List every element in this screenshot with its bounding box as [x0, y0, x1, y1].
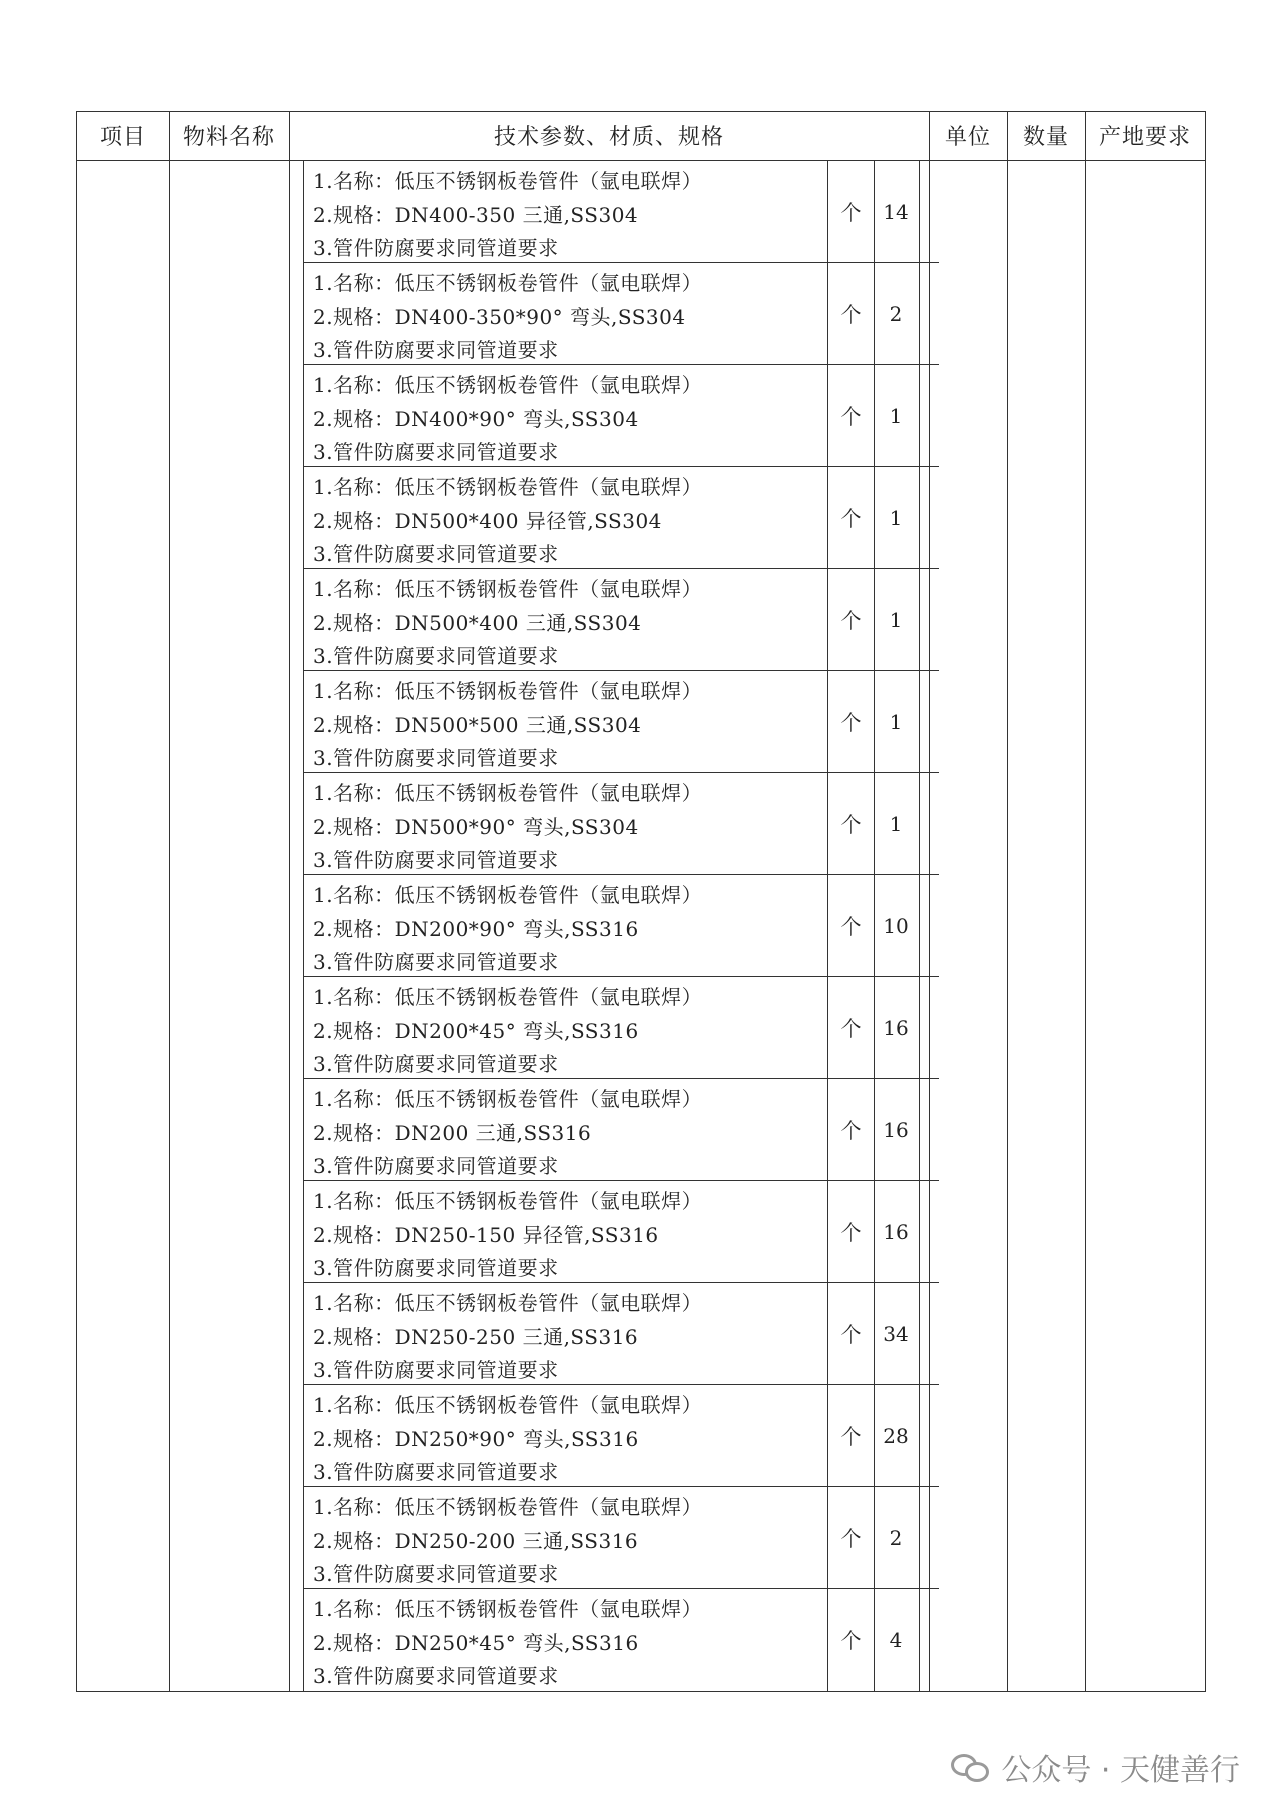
row-quantity: 1: [889, 403, 903, 428]
table-row: [303, 161, 939, 263]
divider: [919, 569, 920, 670]
row-unit: 个: [827, 365, 875, 466]
spec-line-coating: 3.管件防腐要求同管道要求: [313, 1052, 559, 1076]
row-quantity: 16: [883, 1015, 909, 1040]
table-row: [303, 263, 939, 365]
spec-line-size: 2.规格：DN200*90° 弯头,SS316: [313, 916, 639, 941]
spec-line-name: 1.名称：低压不锈钢板卷管件（氩电联焊）: [313, 883, 703, 907]
spec-line-coating: 3.管件防腐要求同管道要求: [313, 950, 559, 974]
spec-line-coating: 3.管件防腐要求同管道要求: [313, 1358, 559, 1382]
divider: [919, 263, 920, 364]
spec-line-name: 1.名称：低压不锈钢板卷管件（氩电联焊）: [313, 1495, 703, 1519]
spec-line-coating: 3.管件防腐要求同管道要求: [313, 440, 559, 464]
spec-line-size: 2.规格：DN400*90° 弯头,SS304: [313, 406, 639, 431]
spec-line-name: 1.名称：低压不锈钢板卷管件（氩电联焊）: [313, 271, 703, 295]
table-row: [303, 977, 939, 1079]
row-unit: 个: [827, 1181, 875, 1282]
spec-text: [313, 369, 823, 470]
table-row: [303, 875, 939, 977]
spec-line-coating: 3.管件防腐要求同管道要求: [313, 1562, 559, 1586]
row-quantity: 1: [889, 607, 903, 632]
row-quantity: 34: [883, 1321, 909, 1346]
row-unit: 个: [827, 1487, 875, 1588]
divider: [919, 365, 920, 466]
spec-line-name: 1.名称：低压不锈钢板卷管件（氩电联焊）: [313, 985, 703, 1009]
spec-line-size: 2.规格：DN200*45° 弯头,SS316: [313, 1018, 639, 1043]
spec-line-name: 1.名称：低压不锈钢板卷管件（氩电联焊）: [313, 1291, 703, 1315]
row-unit: 个: [827, 1283, 875, 1384]
divider: [919, 1385, 920, 1486]
row-quantity: 1: [889, 709, 903, 734]
spec-text: [313, 777, 823, 878]
row-quantity: 14: [883, 199, 909, 224]
header-unit: 单位: [944, 125, 991, 150]
watermark: [951, 1745, 1240, 1789]
spec-text: [313, 1287, 823, 1388]
spec-line-size: 2.规格：DN250-250 三通,SS316: [313, 1324, 639, 1349]
spec-line-name: 1.名称：低压不锈钢板卷管件（氩电联焊）: [313, 169, 703, 193]
spec-line-coating: 3.管件防腐要求同管道要求: [313, 1460, 559, 1484]
spec-line-coating: 3.管件防腐要求同管道要求: [313, 848, 559, 872]
spec-line-size: 2.规格：DN400-350*90° 弯头,SS304: [313, 304, 686, 329]
divider: [919, 1079, 920, 1180]
table-row: [303, 1385, 939, 1487]
row-quantity: 28: [883, 1423, 909, 1448]
spec-text: [313, 1389, 823, 1490]
row-quantity: 10: [883, 913, 909, 938]
spec-line-size: 2.规格：DN500*90° 弯头,SS304: [313, 814, 639, 839]
divider: [919, 875, 920, 976]
spec-line-name: 1.名称：低压不锈钢板卷管件（氩电联焊）: [313, 1597, 703, 1621]
row-quantity: 1: [889, 505, 903, 530]
spec-line-size: 2.规格：DN250*90° 弯头,SS316: [313, 1426, 639, 1451]
spec-line-coating: 3.管件防腐要求同管道要求: [313, 644, 559, 668]
spec-line-size: 2.规格：DN250-200 三通,SS316: [313, 1528, 639, 1553]
table-row: [303, 1589, 939, 1691]
spec-text: [313, 1083, 823, 1184]
table-row: [303, 773, 939, 875]
row-unit: 个: [827, 977, 875, 1078]
spec-line-name: 1.名称：低压不锈钢板卷管件（氩电联焊）: [313, 1087, 703, 1111]
row-unit: 个: [827, 263, 875, 364]
table-row: [303, 671, 939, 773]
header-quantity: 数量: [1022, 125, 1069, 150]
row-quantity: 16: [883, 1219, 909, 1244]
divider: [919, 1589, 920, 1691]
row-unit: 个: [827, 1385, 875, 1486]
spec-line-name: 1.名称：低压不锈钢板卷管件（氩电联焊）: [313, 1189, 703, 1213]
spec-line-size: 2.规格：DN200 三通,SS316: [313, 1120, 592, 1145]
row-unit: 个: [827, 671, 875, 772]
watermark-text: 公众号 · 天健善行: [1001, 1753, 1240, 1788]
header-tech: 技术参数、材质、规格: [493, 125, 724, 150]
divider: [919, 161, 920, 262]
spec-text: [313, 879, 823, 980]
spec-line-name: 1.名称：低压不锈钢板卷管件（氩电联焊）: [313, 475, 703, 499]
spec-line-name: 1.名称：低压不锈钢板卷管件（氩电联焊）: [313, 679, 703, 703]
spec-line-coating: 3.管件防腐要求同管道要求: [313, 236, 559, 260]
spec-text: [313, 675, 823, 776]
spec-line-size: 2.规格：DN250*45° 弯头,SS316: [313, 1630, 639, 1655]
divider: [919, 1181, 920, 1282]
spec-line-coating: 3.管件防腐要求同管道要求: [313, 1664, 559, 1688]
wechat-icon: [951, 1752, 989, 1782]
row-quantity: 4: [889, 1628, 903, 1652]
spec-line-name: 1.名称：低压不锈钢板卷管件（氩电联焊）: [313, 373, 703, 397]
row-quantity: 16: [883, 1117, 909, 1142]
spec-line-coating: 3.管件防腐要求同管道要求: [313, 746, 559, 770]
spec-line-name: 1.名称：低压不锈钢板卷管件（氩电联焊）: [313, 577, 703, 601]
header-project: 项目: [99, 125, 146, 150]
divider: [919, 671, 920, 772]
table-row: [303, 467, 939, 569]
spec-text: [313, 981, 823, 1082]
divider: [919, 977, 920, 1078]
row-unit: 个: [827, 875, 875, 976]
divider: [919, 1283, 920, 1384]
spec-line-size: 2.规格：DN250-150 异径管,SS316: [313, 1222, 659, 1247]
row-quantity: 2: [889, 1525, 903, 1550]
materials-table: [76, 111, 1206, 1692]
table-row: [303, 1181, 939, 1283]
spec-text: [313, 1491, 823, 1592]
spec-line-coating: 3.管件防腐要求同管道要求: [313, 1154, 559, 1178]
table-row: [303, 1283, 939, 1385]
row-unit: 个: [827, 1589, 875, 1691]
table-header: [77, 112, 1205, 161]
table-row: [303, 1079, 939, 1181]
row-unit: 个: [827, 467, 875, 568]
table-row: [303, 1487, 939, 1589]
spec-line-coating: 3.管件防腐要求同管道要求: [313, 542, 559, 566]
spec-line-coating: 3.管件防腐要求同管道要求: [313, 338, 559, 362]
table-row: [303, 365, 939, 467]
table-row: [303, 569, 939, 671]
spec-text: [313, 573, 823, 674]
row-unit: 个: [827, 1079, 875, 1180]
divider: [1085, 112, 1086, 1691]
row-unit: 个: [827, 161, 875, 262]
spec-line-coating: 3.管件防腐要求同管道要求: [313, 1256, 559, 1280]
spec-line-name: 1.名称：低压不锈钢板卷管件（氩电联焊）: [313, 1393, 703, 1417]
spec-line-name: 1.名称：低压不锈钢板卷管件（氩电联焊）: [313, 781, 703, 805]
divider: [919, 1487, 920, 1588]
spec-text: [313, 1185, 823, 1286]
divider: [919, 773, 920, 874]
spec-text: [313, 165, 823, 266]
spec-line-size: 2.规格：DN500*500 三通,SS304: [313, 712, 642, 737]
header-material-name: 物料名称: [182, 125, 275, 150]
spec-text: [313, 1593, 823, 1694]
row-unit: 个: [827, 773, 875, 874]
row-unit: 个: [827, 569, 875, 670]
divider: [289, 112, 290, 1691]
spec-line-size: 2.规格：DN500*400 异径管,SS304: [313, 508, 662, 533]
tech-column: [303, 161, 939, 1691]
header-origin: 产地要求: [1098, 125, 1191, 150]
divider: [919, 467, 920, 568]
row-quantity: 2: [889, 301, 903, 326]
row-quantity: 1: [889, 811, 903, 836]
divider: [169, 112, 170, 1691]
divider: [1007, 112, 1008, 1691]
spec-line-size: 2.规格：DN500*400 三通,SS304: [313, 610, 642, 635]
spec-text: [313, 267, 823, 368]
spec-text: [313, 471, 823, 572]
spec-line-size: 2.规格：DN400-350 三通,SS304: [313, 202, 639, 227]
